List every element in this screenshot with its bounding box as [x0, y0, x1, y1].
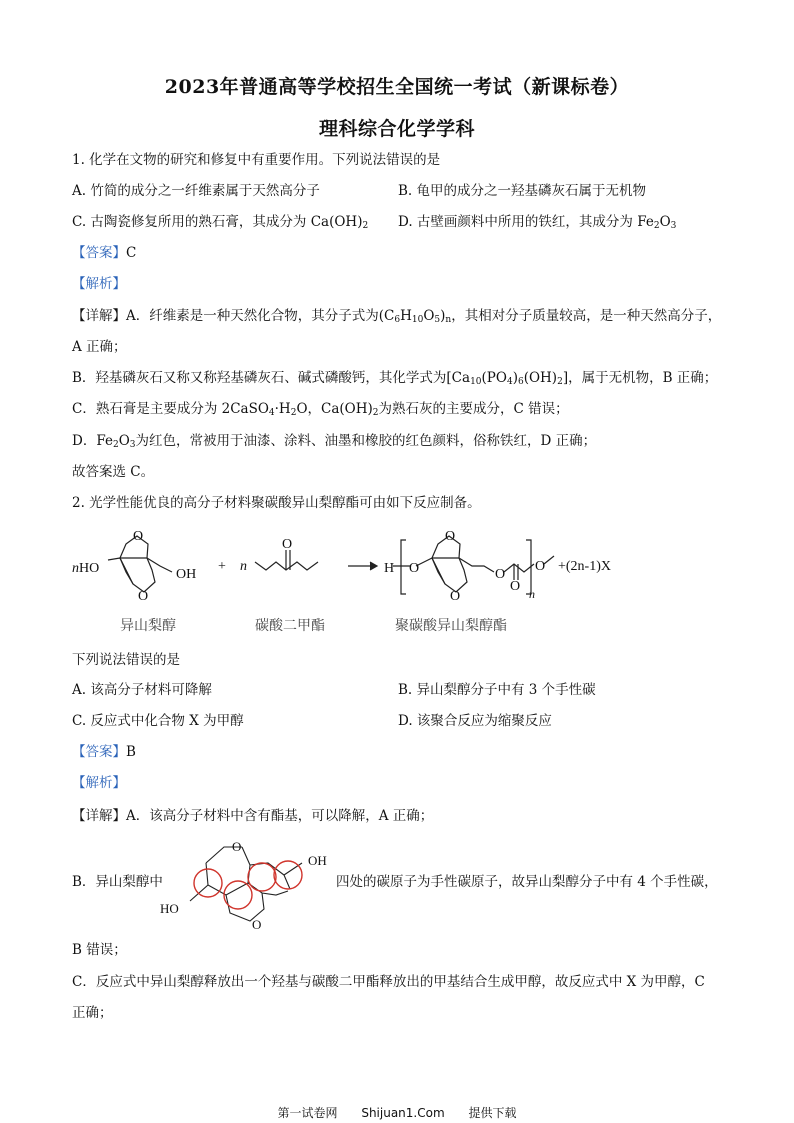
label-isosorbide: 异山梨醇	[120, 618, 176, 634]
answer-tag: 【答案】	[72, 744, 126, 760]
footer-site: 第一试卷网	[277, 1106, 338, 1120]
chiral-carbon-circle-3	[248, 863, 276, 891]
q1-option-d: D. 古壁画颜料中所用的铁红，其成分为 $Fe_2O_3$	[398, 214, 677, 231]
carbonyl-o-label: O	[282, 537, 293, 552]
q2-detail-b-pre: B．异山梨醇中	[72, 874, 163, 890]
exam-subtitle: 理科综合化学学科	[318, 118, 475, 140]
q2-detail-b-cont: B 错误；	[72, 942, 127, 958]
q2-option-a: A. 该高分子材料可降解	[72, 682, 212, 698]
chiral-carbon-circle-2	[224, 881, 252, 909]
ho-label: HO	[160, 901, 179, 916]
ring-o-label: O	[252, 917, 262, 932]
oh-label: OH	[308, 853, 327, 868]
q1-detail-c: C．熟石膏是主要成分为 $2CaSO_4\cdot H_2O$，$Ca(OH)_2$为熟石灰的主要成分，C 错误；	[72, 401, 569, 418]
q2-detail-c: C．反应式中异山梨醇释放出一个羟基与碳酸二甲酯释放出的甲基结合生成甲醇，故反应式中 X 为甲醇，C	[72, 974, 705, 990]
label-dimethyl-carbonate: 碳酸二甲酯	[255, 618, 325, 634]
footer-note: 提供下载	[468, 1106, 517, 1120]
ester-o-label: O	[495, 567, 506, 582]
footer-url[interactable]: Shijuan1.Com	[361, 1106, 445, 1120]
q2-detail-c-cont: 正确；	[72, 1005, 113, 1021]
q2-detail-b-post: 四处的碳原子为手性碳原子，故异山梨醇分子中有 4 个手性碳，	[336, 874, 718, 890]
plus-sign: +	[218, 559, 226, 574]
detail-tag: 【详解】	[72, 808, 126, 824]
detail-tag: 【详解】	[72, 308, 126, 324]
exam-title: 2023年普通高等学校招生全国统一考试（新课标卷）	[164, 76, 630, 98]
ring-o-label: O	[232, 839, 242, 854]
label-polymer: 聚碳酸异山梨醇酯	[395, 618, 507, 634]
ring-o-label: O	[133, 529, 144, 544]
q1-analysis-tag: 【解析】	[72, 276, 126, 292]
q1-detail-a: 【详解】A．纤维素是一种天然化合物，其分子式为$(C_6H_{10}O_5)_n$，其相对分子质量较高，是一种天然高分子，	[72, 308, 722, 325]
reaction-scheme	[0, 522, 794, 642]
q1-stem: 1. 化学在文物的研究和修复中有重要作用。下列说法错误的是	[72, 152, 441, 168]
q2-analysis-tag: 【解析】	[72, 775, 126, 791]
ring-o-label: O	[450, 589, 461, 604]
isosorbide-ring-bottom	[120, 558, 155, 592]
ether-o-label: O	[409, 561, 420, 576]
q2-option-b: B. 异山梨醇分子中有 3 个手性碳	[398, 682, 596, 698]
byproduct: +(2n-1)X	[558, 559, 611, 574]
methoxy-o-label: O	[535, 559, 546, 574]
ring-o-label: O	[445, 529, 456, 544]
q1-conclusion: 故答案选 C。	[72, 464, 155, 480]
q2-option-c: C. 反应式中化合物 X 为甲醇	[72, 713, 244, 729]
q1-answer: 【答案】C	[72, 245, 137, 261]
q1-option-a: A. 竹简的成分之一纤维素属于天然高分子	[72, 183, 320, 199]
q2-stem: 2. 光学性能优良的高分子材料聚碳酸异山梨醇酯可由如下反应制备。	[72, 495, 481, 511]
polymer-bracket-left	[401, 540, 406, 594]
page-footer	[0, 1104, 794, 1121]
carbonate-coefficient: n	[240, 559, 247, 574]
h-end-label: H	[384, 561, 395, 576]
svg-text:nHO	[72, 561, 99, 576]
q2-answer: 【答案】B	[72, 744, 136, 760]
q1-option-c: C. 古陶瓷修复所用的熟石膏，其成分为 $Ca(OH)_2$	[72, 214, 369, 231]
q2-question: 下列说法错误的是	[72, 652, 180, 668]
reactant-coefficient: n	[72, 561, 79, 576]
q2-option-d: D. 该聚合反应为缩聚反应	[398, 713, 552, 729]
repeat-subscript: n	[529, 587, 535, 601]
ho-label: HO	[79, 561, 100, 576]
ring-o-label: O	[138, 589, 149, 604]
carbonyl-o-label: O	[510, 579, 521, 594]
q1-detail-d: D．$Fe_2O_3$为红色，常被用于油漆、涂料、油墨和橡胶的红色颜料，俗称铁红，D 正确；	[72, 433, 597, 450]
oh-label: OH	[176, 567, 197, 582]
q1-detail-b: B．羟基磷灰石又称又称羟基磷灰石、碱式磷酸钙，其化学式为$[Ca_{10}(PO_4)_6(OH)_2]$，属于无机物，B 正确；	[72, 370, 718, 387]
chiral-carbon-structure	[158, 835, 338, 935]
polymer-ring-bottom	[432, 558, 467, 592]
q1-detail-a-cont: A 正确；	[72, 339, 127, 355]
answer-tag: 【答案】	[72, 245, 126, 261]
q2-detail-a: 【详解】A．该高分子材料中含有酯基，可以降解，A 正确；	[72, 808, 434, 824]
q1-option-b: B. 龟甲的成分之一羟基磷灰石属于无机物	[398, 183, 647, 199]
